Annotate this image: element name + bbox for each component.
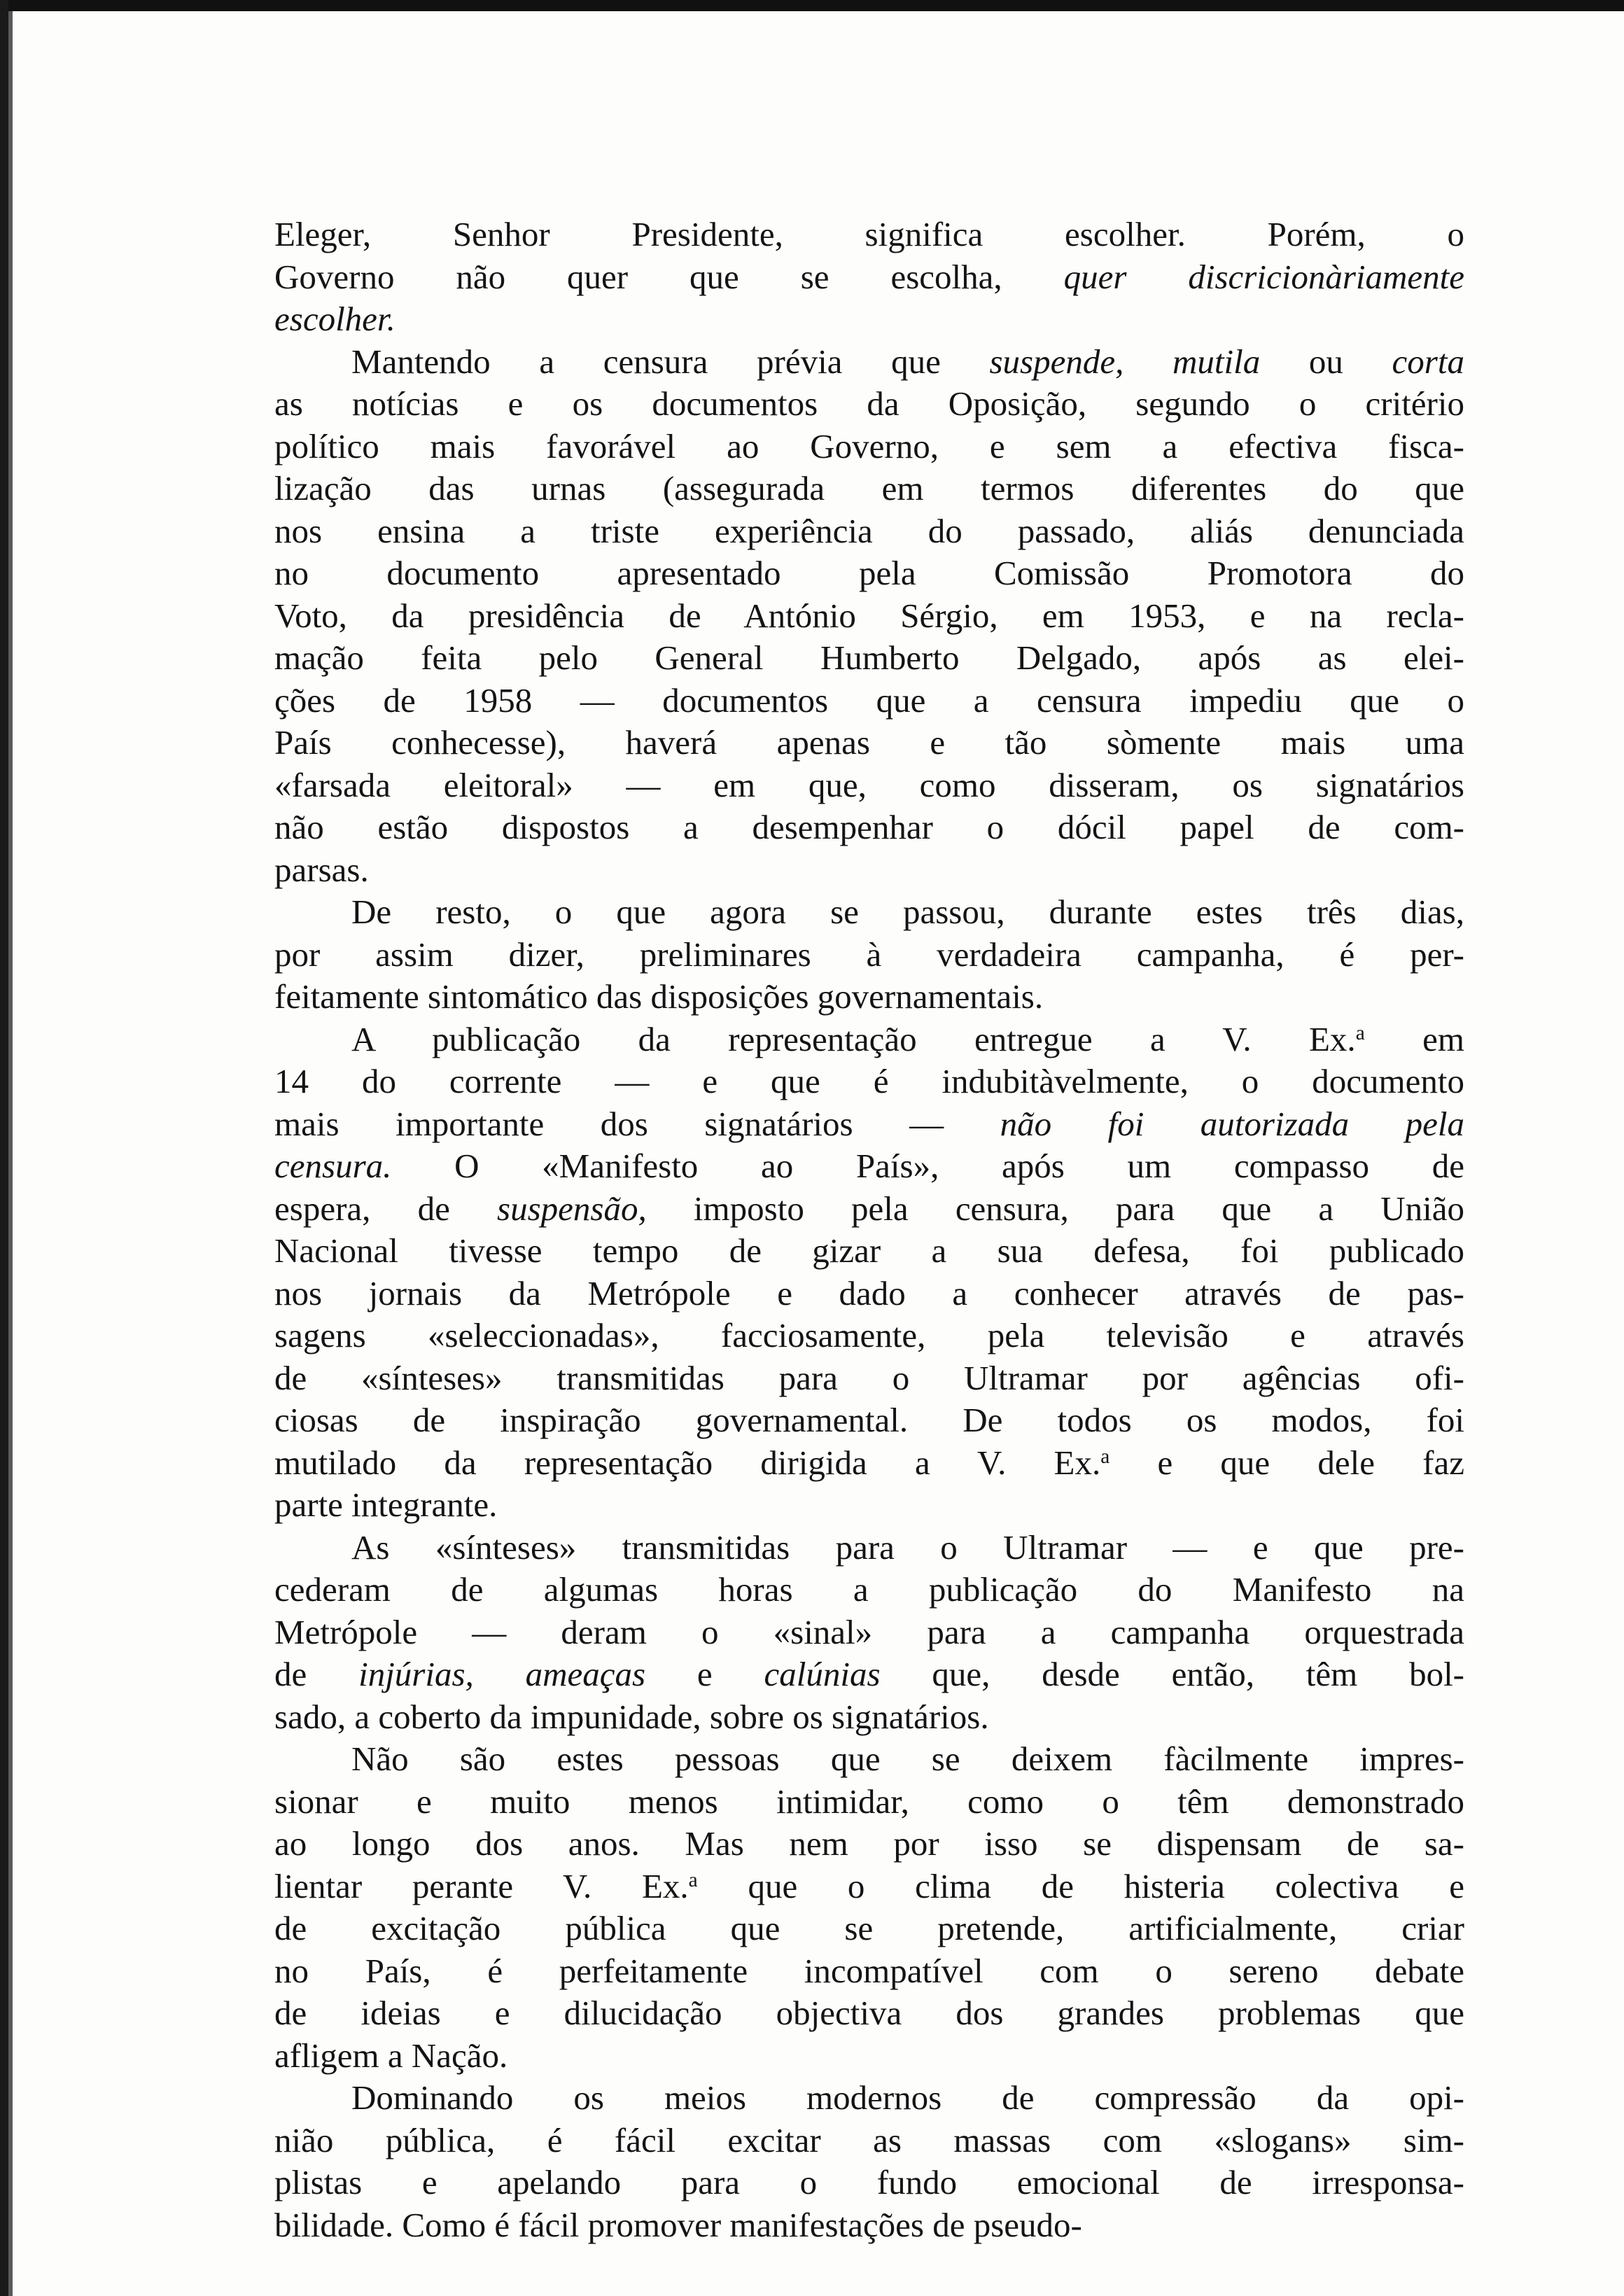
- text-line: [274, 806, 1464, 849]
- text-line: [274, 1442, 1464, 1485]
- scan-edge-left: [0, 0, 8, 2296]
- text-line: [274, 1865, 1464, 1908]
- text-segment: feitamente sintomático das disposições governamentais.: [274, 977, 1044, 1016]
- text-segment: sagens «seleccionadas», facciosamente, pela televisão e através: [274, 1316, 1464, 1354]
- text-line: [274, 849, 1464, 892]
- text-segment: mutilado da representação dirigida a V. Ex.: [274, 1443, 1101, 1482]
- text-segment: País conhecesse), haverá apenas e tão sòmente mais uma: [274, 723, 1464, 762]
- italic-text: escolher.: [274, 300, 396, 338]
- body-text: [274, 214, 1464, 2246]
- text-line: [274, 1145, 1464, 1188]
- text-line: [274, 1992, 1464, 2035]
- text-line: [274, 1950, 1464, 1993]
- paragraph: [274, 1018, 1464, 1527]
- text-segment: nos jornais da Metrópole e dado a conhecer através de pas-: [274, 1273, 1464, 1312]
- paragraph: [274, 891, 1464, 1018]
- text-line: [274, 2162, 1464, 2204]
- text-segment: Mantendo a censura prévia que: [351, 342, 990, 381]
- text-segment: nião pública, é fácil excitar as massas com «slogans» sim-: [274, 2120, 1464, 2160]
- paragraph: [274, 214, 1464, 341]
- text-segment: 14 do corrente — e que é indubitàvelmente, o documento: [274, 1062, 1464, 1100]
- scan-edge-left-shadow: [8, 11, 13, 2296]
- text-segment: no País, é perfeitamente incompatível com o sereno debate: [274, 1951, 1464, 1990]
- paragraph: [274, 1738, 1464, 2077]
- text-line: [274, 1315, 1464, 1357]
- text-segment: sionar e muito menos intimidar, como o têm demonstrado: [274, 1782, 1464, 1821]
- text-segment: ciosas de inspiração governamental. De todos os modos, foi: [274, 1401, 1464, 1439]
- text-line: [274, 1823, 1464, 1865]
- italic-text: não foi autorizada pela: [1000, 1104, 1464, 1143]
- text-segment: Nacional tivesse tempo de gizar a sua defesa, foi publicado: [274, 1231, 1464, 1270]
- text-segment: imposto pela censura, para que a União: [646, 1189, 1464, 1228]
- text-line: [274, 1103, 1464, 1146]
- text-segment: mais importante dos signatários —: [274, 1104, 1000, 1143]
- text-line: [274, 891, 1464, 934]
- text-line: [274, 552, 1464, 595]
- text-line: [274, 680, 1464, 722]
- italic-text: injúrias, ameaças: [358, 1655, 646, 1693]
- text-line: [274, 934, 1464, 976]
- text-line: [274, 426, 1464, 468]
- text-line: [274, 1273, 1464, 1315]
- text-segment: A publicação da representação entregue a V. Ex.: [351, 1019, 1356, 1058]
- text-segment: plistas e apelando para o fundo emocional de irresponsa-: [274, 2163, 1464, 2202]
- text-segment: nos ensina a triste experiência do passado, aliás denunciada: [274, 511, 1464, 550]
- text-segment: de ideias e dilucidação objectiva dos grandes problemas que: [274, 1994, 1464, 2032]
- text-segment: De resto, o que agora se passou, durante estes três dias,: [351, 892, 1464, 931]
- text-line: [274, 2204, 1464, 2247]
- superscript: a: [1355, 1021, 1365, 1044]
- text-segment: por assim dizer, preliminares à verdadeira campanha, é per-: [274, 934, 1464, 974]
- text-line: [274, 214, 1464, 256]
- text-segment: de: [274, 1655, 359, 1693]
- text-line: [274, 1738, 1464, 1781]
- text-line: [274, 976, 1464, 1018]
- text-segment: mação feita pelo General Humberto Delgado, após as elei-: [274, 638, 1464, 677]
- text-segment: que o clima de histeria colectiva e: [697, 1866, 1464, 1905]
- text-segment: Dominando os meios modernos de compressão da opi-: [351, 2078, 1464, 2117]
- text-segment: ou: [1260, 342, 1392, 381]
- text-line: [274, 2035, 1464, 2078]
- text-segment: político mais favorável ao Governo, e sem a efectiva fisca-: [274, 426, 1464, 465]
- text-line: [274, 1907, 1464, 1950]
- italic-text: suspende, mutila: [989, 342, 1261, 381]
- text-segment: parsas.: [274, 850, 369, 889]
- text-line: [274, 383, 1464, 426]
- text-segment: ções de 1958 — documentos que a censura impediu que o: [274, 680, 1464, 720]
- text-segment: «farsada eleitoral» — em que, como disseram, os signatários: [274, 765, 1464, 804]
- text-line: [274, 764, 1464, 807]
- text-segment: parte integrante.: [274, 1485, 498, 1524]
- superscript: a: [1100, 1445, 1110, 1468]
- text-segment: sado, a coberto da impunidade, sobre os signatários.: [274, 1697, 989, 1736]
- text-segment: O «Manifesto ao País», após um compasso de: [391, 1147, 1464, 1185]
- text-segment: lientar perante V. Ex.: [274, 1866, 689, 1905]
- text-segment: cederam de algumas horas a publicação do Manifesto na: [274, 1570, 1464, 1609]
- text-line: [274, 637, 1464, 680]
- text-segment: no documento apresentado pela Comissão Promotora do: [274, 554, 1464, 592]
- text-line: [274, 1569, 1464, 1611]
- scan-edge-top: [0, 0, 1624, 11]
- italic-text: quer discricionàriamente: [1063, 257, 1464, 296]
- text-line: [274, 1653, 1464, 1696]
- text-segment: ao longo dos anos. Mas nem por isso se dispensam de sa-: [274, 1824, 1464, 1863]
- text-segment: Eleger, Senhor Presidente, significa escolher. Porém, o: [274, 215, 1464, 253]
- text-segment: em: [1364, 1019, 1464, 1058]
- italic-text: calúnias: [764, 1655, 881, 1693]
- paragraph: [274, 341, 1464, 892]
- text-line: [274, 1357, 1464, 1400]
- superscript: a: [688, 1868, 698, 1891]
- italic-text: censura.: [274, 1147, 392, 1185]
- text-segment: que, desde então, têm bol-: [880, 1655, 1465, 1693]
- text-line: [274, 595, 1464, 638]
- text-segment: não estão dispostos a desempenhar o dócil papel de com-: [274, 808, 1464, 846]
- text-segment: de excitação pública que se pretende, artificialmente, criar: [274, 1909, 1464, 1947]
- text-segment: Metrópole — deram o «sinal» para a campanha orquestrada: [274, 1612, 1464, 1651]
- text-line: [274, 1018, 1464, 1061]
- paragraph: [274, 2077, 1464, 2246]
- text-line: [274, 1781, 1464, 1823]
- text-line: [274, 1230, 1464, 1273]
- text-segment: Não são estes pessoas que se deixem fàcilmente impres-: [351, 1740, 1464, 1778]
- text-segment: e que dele faz: [1110, 1443, 1464, 1482]
- italic-text: suspensão,: [497, 1189, 647, 1228]
- text-segment: espera, de: [274, 1189, 498, 1228]
- text-segment: Governo não quer que se escolha,: [274, 257, 1064, 296]
- text-line: [274, 1611, 1464, 1654]
- text-segment: de «sínteses» transmitidas para o Ultramar por agências ofi-: [274, 1358, 1464, 1397]
- text-line: [274, 341, 1464, 384]
- text-segment: lização das urnas (assegurada em termos diferentes do que: [274, 469, 1464, 507]
- text-line: [274, 1060, 1464, 1103]
- paragraph: [274, 1527, 1464, 1739]
- text-line: [274, 1696, 1464, 1739]
- text-segment: as notícias e os documentos da Oposição, segundo o critério: [274, 384, 1464, 423]
- text-line: [274, 256, 1464, 299]
- text-segment: Voto, da presidência de António Sérgio, em 1953, e na recla-: [274, 596, 1464, 635]
- text-line: [274, 510, 1464, 553]
- text-line: [274, 1399, 1464, 1442]
- text-line: [274, 298, 1464, 341]
- text-line: [274, 2077, 1464, 2120]
- text-line: [274, 468, 1464, 510]
- text-line: [274, 1527, 1464, 1569]
- text-line: [274, 2120, 1464, 2162]
- text-line: [274, 722, 1464, 764]
- text-segment: afligem a Nação.: [274, 2036, 508, 2075]
- italic-text: corta: [1392, 342, 1464, 381]
- text-line: [274, 1188, 1464, 1231]
- text-segment: bilidade. Como é fácil promover manifestações de pseudo-: [274, 2205, 1082, 2244]
- text-segment: e: [645, 1655, 764, 1693]
- text-line: [274, 1484, 1464, 1527]
- text-segment: As «sínteses» transmitidas para o Ultramar — e que pre-: [351, 1527, 1464, 1567]
